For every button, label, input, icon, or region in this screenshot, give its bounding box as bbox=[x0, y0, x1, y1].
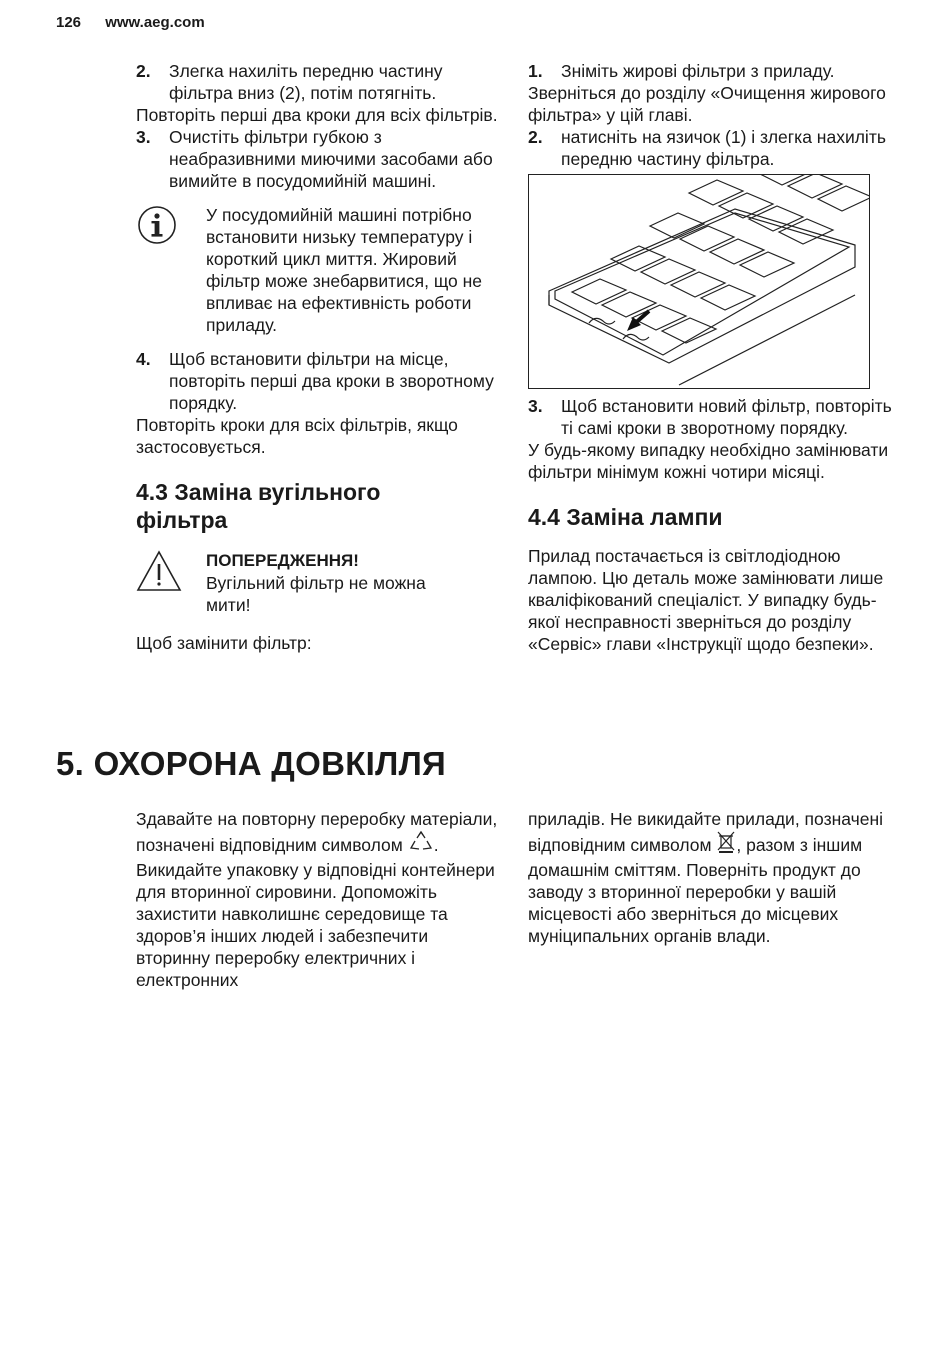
step-number: 3. bbox=[136, 127, 151, 147]
step-2-right bbox=[528, 126, 898, 170]
right-column bbox=[528, 60, 898, 655]
crossed-bin-icon bbox=[716, 830, 736, 859]
info-icon bbox=[136, 204, 206, 336]
step-number: 2. bbox=[136, 61, 151, 81]
step-number: 2. bbox=[528, 127, 543, 147]
warning-text: Вугільний фільтр не можна мити! bbox=[206, 573, 426, 615]
step-1-right bbox=[528, 60, 898, 82]
step-number: 1. bbox=[528, 61, 543, 81]
section-4-4-title: 4.4 Заміна лампи bbox=[528, 504, 723, 530]
section-5-title: 5. ОХОРОНА ДОВКІЛЛЯ bbox=[56, 745, 447, 782]
warning-title: ПОПЕРЕДЖЕННЯ! bbox=[206, 551, 359, 570]
header-url: www.aeg.com bbox=[105, 14, 205, 31]
any-case-text: У будь-якому випадку необхідно замінювати фільтри мінімум кожні чотири місяці. bbox=[528, 440, 889, 482]
info-note bbox=[136, 204, 506, 336]
refer-text: Зверніться до розділу «Очищення жирового фільтра» у цій главі. bbox=[528, 83, 886, 125]
step-number: 3. bbox=[528, 396, 543, 416]
step-text: натисніть на язичок (1) і злегка нахиліть передню частину фільтра. bbox=[561, 127, 886, 169]
step-3-left bbox=[136, 126, 506, 192]
step-4-left bbox=[136, 348, 506, 414]
step-text: Злегка нахиліть передню частину фільтра вниз (2), потім потягніть. bbox=[169, 61, 443, 103]
step-number: 4. bbox=[136, 349, 151, 369]
step-text: Щоб встановити фільтри на місце, повторіть перші два кроки в зворотному порядку. bbox=[169, 349, 494, 413]
step-text: Очистіть фільтри губкою з неабразивними миючими засобами або вимийте в посудомийній машині. bbox=[169, 127, 493, 191]
step-text: Щоб встановити новий фільтр, повторіть ті самі кроки в зворотному порядку. bbox=[561, 396, 892, 438]
page-number: 126 bbox=[56, 14, 82, 31]
section-5-right bbox=[528, 808, 898, 947]
arrow-icon bbox=[627, 311, 649, 331]
section-5-left bbox=[136, 808, 506, 991]
left-column bbox=[136, 60, 506, 654]
page-header bbox=[56, 14, 205, 31]
step-3-right bbox=[528, 395, 898, 439]
lamp-text: Прилад постачається із світлодіодною лампою. Цю деталь може замінювати лише кваліфікований спеціаліст. У випадку будь-якої несправності зверніться до розділу «Сервіс» глави «Інструкції щодо безпеки». bbox=[528, 546, 884, 654]
step-text: Зніміть жирові фільтри з приладу. bbox=[561, 61, 835, 81]
section-5-right-text: приладів. Не викидайте прилади, позначені відповідним символом , разом з іншим домашнім сміттям. Поверніть продукт до заводу з вторинної переробки у вашій місцевості або зверніться до місцевих муніципальних органів влади. bbox=[528, 809, 884, 946]
replace-intro: Щоб замінити фільтр: bbox=[136, 633, 312, 653]
section-5-left-text: Здавайте на повторну переробку матеріали, позначені відповідним символом . Викидайте упаковку у відповідні контейнери для вторинної сировини. Допоможіть захистити навколишнє середовище та здоров’я інших людей і забезпечити вторинну переробку електричних і електронних bbox=[136, 809, 498, 990]
info-note-text: У посудомийній машині потрібно встановити низьку температуру і короткий цикл миття. Жировий фільтр може знебарвитися, що не впливає на ефективність роботи приладу. bbox=[206, 205, 483, 335]
repeat-all-text: Повторіть кроки для всіх фільтрів, якщо застосовується. bbox=[136, 415, 458, 457]
warning-triangle-icon bbox=[136, 550, 206, 616]
recycle-icon bbox=[408, 830, 434, 859]
warning-note bbox=[136, 550, 506, 616]
step-2-left bbox=[136, 60, 506, 104]
repeat-text: Повторіть перші два кроки для всіх фільтрів. bbox=[136, 105, 498, 125]
filter-illustration bbox=[528, 174, 870, 389]
section-4-3-title: 4.3 Заміна вугільного фільтра bbox=[136, 479, 381, 533]
